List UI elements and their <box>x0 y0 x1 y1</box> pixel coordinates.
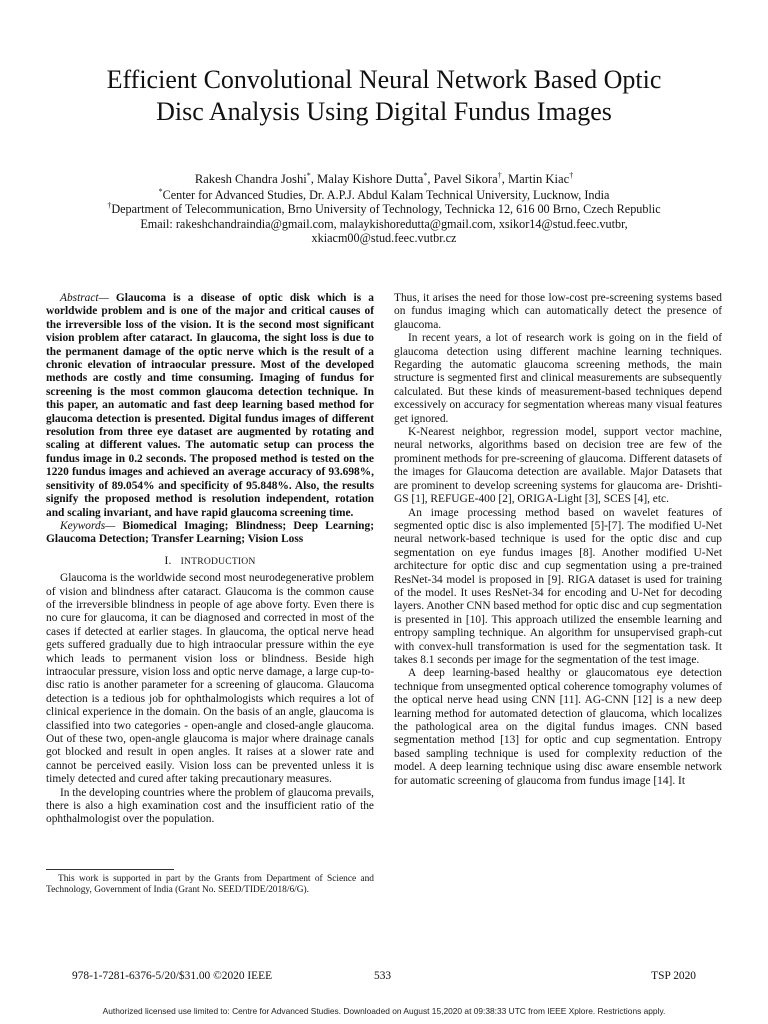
affiliation-1 <box>40 188 728 203</box>
keywords-text: Biomedical Imaging; Blindness; Deep Learning; Glaucoma Detection; Transfer Learning; Vision Loss <box>46 519 374 546</box>
affiliation-2-mark: † <box>107 201 112 210</box>
body-paragraph: An image processing method based on wavelet features of segmented optic disc is also implemented [5]-[7]. The modified U-Net neural network-based technique is used for the optic disc and cup segmentation on eye fundus images [8]. Another modified U-Net architecture for optic disc and cup segmentation using a pre-trained ResNet-34 model is proposed in [9]. RIGA dataset is used for training of the model. It uses ResNet-34 for encoding and U-Net for decoding layers. Another CNN based method for optic disc and cup segmentation is presented in [10]. This approach utilized the ensemble learning and entropy sampling technique. An algorithm for unsupervised graph-cut with convex-hull transformation is used for the segmentation task. It takes 8.1 seconds per image for the segmentation of the test image. <box>394 506 722 666</box>
body-paragraph: K-Nearest neighbor, regression model, support vector machine, neural networks, algorithms based on decision tree are few of the prominent methods for pre-screening of glaucoma. Different datasets of the images for Glaucoma detection are available. Major Datasets that are prominent to develop screening systems for glaucoma are- Drishti-GS [1], REFUGE-400 [2], ORIGA-Light [3], SCES [4], etc. <box>394 426 722 506</box>
intro-paragraph: Glaucoma is the worldwide second most neurodegenerative problem of vision and blindness after cataract. Glaucoma is the common cause of the irreversible blindness in people of age above forty. Even there is no cure for glaucoma, it can be diagnosed and corrected in most of the cases if detected at earlier stages. In glaucoma, the optical nerve head gets suffered gradually due to high intraocular pressure within the eye which leads to permanent vision loss or blindness. Beside high intraocular pressure, vision loss and optic nerve damage, a large cup-to-disc ratio is another parameter for a screening of glaucoma. Glaucoma detection is a tedious job for ophthalmologists which requires a lot of clinical experience in the domain. On the basis of an angle, glaucoma is classified into two categories - open-angle and closed-angle glaucoma. Out of these two, open-angle glaucoma is major where drainage canals got blocked and result in open angles. It raises at a slower rate and cannot be perceived easily. Vision loss can be prevented unless it is timely detected and cured after taking precautionary measures. <box>46 572 374 786</box>
footnote-text: This work is supported in part by the Grants from Department of Science and Technology, Government of India (Grant No. SEED/TIDE/2018/6/G). <box>46 874 374 895</box>
email-line-1: Email: rakeshchandraindia@gmail.com, malaykishoredutta@gmail.com, xsikor14@stud.feec.vutbr, <box>140 216 628 231</box>
page-number: 533 <box>374 970 392 982</box>
title-line-2: Disc Analysis Using Digital Fundus Images <box>156 97 612 126</box>
page-footer <box>72 970 696 986</box>
affiliation-2-text: Department of Telecommunication, Brno University of Technology, Technicka 12, 616 00 Brno, Czech Republic <box>111 202 661 216</box>
right-column <box>394 292 722 788</box>
affiliation-1-mark: * <box>158 186 163 196</box>
author-2-mark: * <box>423 171 428 180</box>
authorized-use-notice: Authorized licensed use limited to: Centre for Advanced Studies. Downloaded on August 15,2020 at 09:38:33 UTC from IEEE Xplore. Restrictions apply. <box>102 1006 666 1016</box>
abstract-lead: Abstract— <box>60 292 109 304</box>
author-3-mark: † <box>497 171 502 180</box>
section-heading-introduction <box>46 555 374 568</box>
body-paragraph: Thus, it arises the need for those low-cost pre-screening systems based on fundus imaging which can automatically detect the presence of glaucoma. <box>394 292 722 331</box>
section-number: I. <box>164 554 172 567</box>
author-block <box>40 172 728 246</box>
author-names <box>40 172 728 187</box>
paper-title <box>40 64 728 128</box>
author-1-mark: * <box>306 171 311 180</box>
footnote-rule <box>46 869 174 870</box>
keywords-lead: Keywords— <box>60 519 116 532</box>
email-line-2: xkiacm00@stud.feec.vutbr.cz <box>311 231 457 245</box>
abstract-text: Glaucoma is a disease of optic disk which is a worldwide problem and is one of the major and critical causes of the irreversible loss of the vision. It is the second most significant vision problem after cataract. In glaucoma, the sight loss is due to the permanent damage of the optic nerve which is the result of a chronic elevation of intraocular pressure. Most of the developed methods are costly and time consuming. Imaging of fundus for screening is the most common glaucoma detection technique. In this paper, an automatic and fast deep learning based method for glaucoma detection is presented. Digital fundus images of different resolution from three eye dataset are augmented by rotating and scaling at different values. The automatic setup can process the fundus image in 0.2 seconds. The proposed method is tested on the 1220 fundus images and achieved an average accuracy of 93.698%, sensitivity of 89.054% and specificity of 95.848%. Also, the results signify the proposed method is resolution independent, rotation and scaling invariant, and have rapid glaucoma screening time. <box>46 292 374 519</box>
footer-venue: TSP 2020 <box>651 970 696 982</box>
author-2: , Malay Kishore Dutta <box>310 172 424 186</box>
footnote-block <box>46 869 374 896</box>
left-column <box>46 292 374 827</box>
abstract <box>46 292 374 520</box>
body-paragraph: A deep learning-based healthy or glaucomatous eye detection technique from unsegmented optical coherence tomography volumes of the optical nerve head using CNN [11]. AG-CNN [12] is a new deep learning method for automated detection of glaucoma, which localizes the pathological area on the digital fundus images. CNN based segmentation method [13] for optic and cup segmentation. Entropy based sampling technique is used for complexity reduction of the model. A deep learning technique using disc aware ensemble network for automatic screening of glaucoma from fundus image [14]. It <box>394 667 722 787</box>
section-title: INTRODUCTION <box>180 555 256 567</box>
affiliation-2 <box>40 202 728 217</box>
author-4: , Martin Kiac <box>501 172 570 186</box>
keywords <box>46 520 374 547</box>
body-paragraph: In recent years, a lot of research work is going on in the field of glaucoma detection using different machine learning techniques. Regarding the automatic glaucoma screening methods, the main structure is segmented first and clinical measurements are subsequently calculated. But these kinds of measurement-based techniques depend excessively on accuracy for segmentation whereas many visual features get ignored. <box>394 332 722 425</box>
author-4-mark: † <box>569 171 574 180</box>
author-3: , Pavel Sikora <box>427 172 498 186</box>
affiliation-1-text: Center for Advanced Studies, Dr. A.P.J. Abdul Kalam Technical University, Lucknow, India <box>162 187 610 202</box>
author-1: Rakesh Chandra Joshi <box>194 172 307 186</box>
footer-isbn: 978-1-7281-6376-5/20/$31.00 ©2020 IEEE <box>72 970 273 982</box>
title-line-1: Efficient Convolutional Neural Network Based Optic <box>106 65 662 94</box>
intro-paragraph: In the developing countries where the problem of glaucoma prevails, there is also a high examination cost and the insufficient ratio of the ophthalmologist over the population. <box>46 786 374 826</box>
